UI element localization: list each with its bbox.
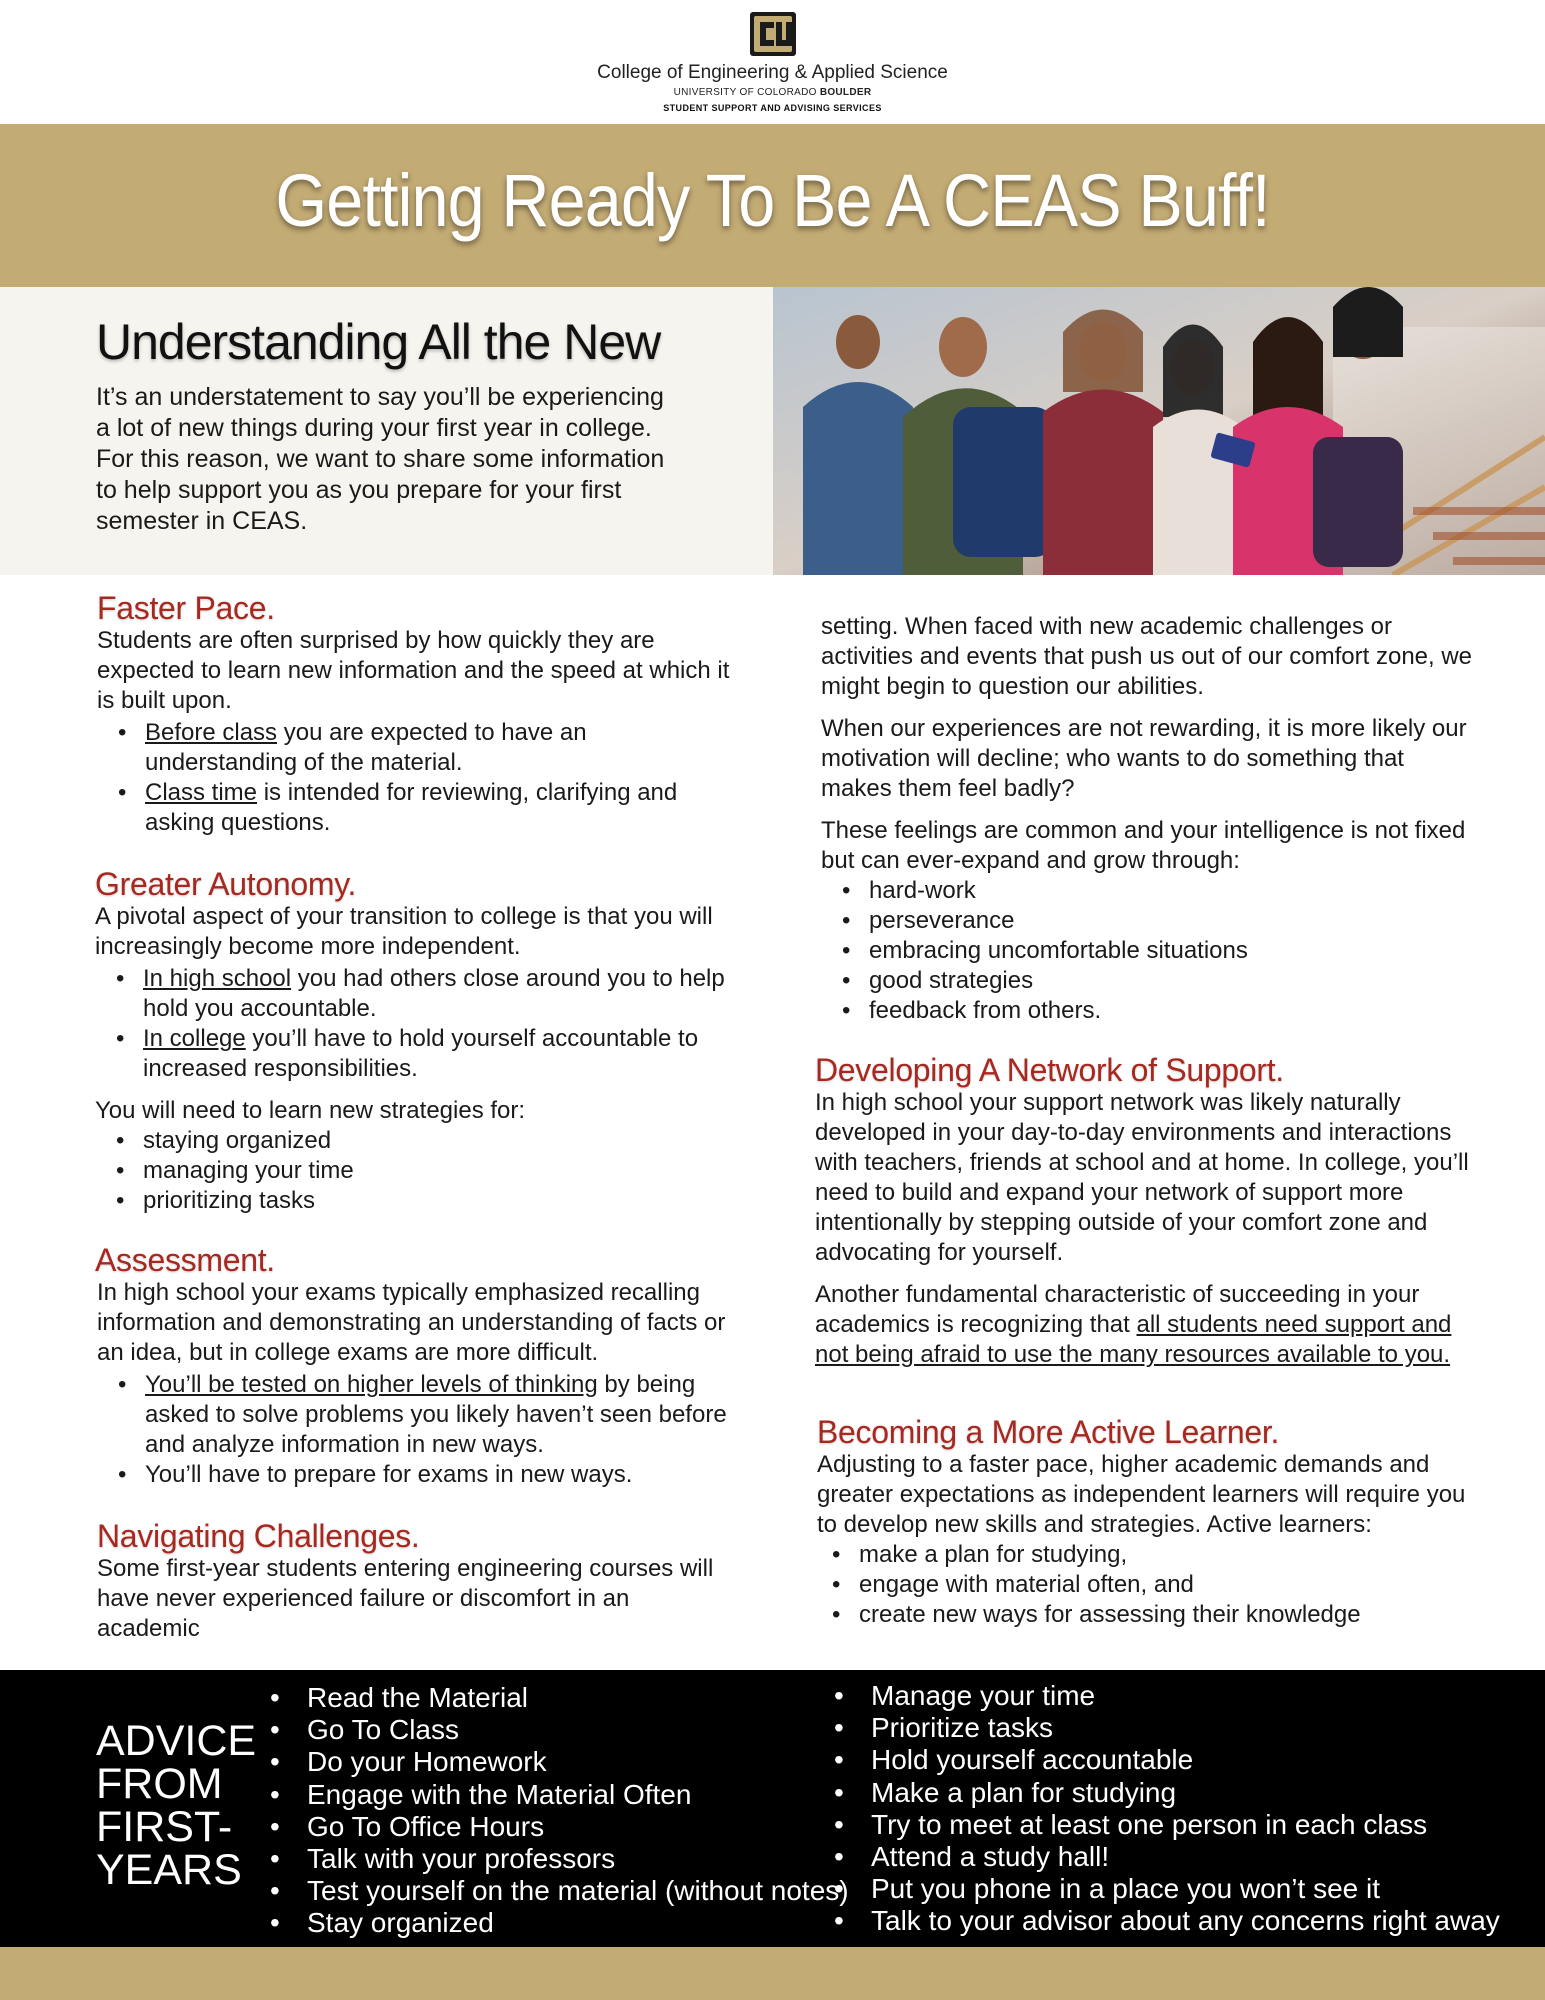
cu-logo-icon xyxy=(748,10,798,58)
intro-section xyxy=(0,287,773,575)
right-column xyxy=(815,612,1475,1642)
advice-item: • Manage your time xyxy=(871,1680,1500,1712)
active-p1: Adjusting to a faster pace, higher academic demands and greater expectations as independent learners will require you to develop new skills and strategies. Active learners: xyxy=(817,1451,1466,1538)
list-item: • You’ll be tested on higher levels of thinking by being asked to solve problems you likely haven’t seen before and analyze information in new ways. xyxy=(145,1370,737,1460)
advice-item: • Read the Material xyxy=(307,1682,849,1714)
department-name: STUDENT SUPPORT AND ADVISING SERVICES xyxy=(663,103,882,113)
advice-item: • Engage with the Material Often xyxy=(307,1779,849,1811)
list-item: • good strategies xyxy=(869,966,1475,996)
assessment-body: In high school your exams typically emphasized recalling information and demonstrating an understanding of facts or an idea, but in college exams are more difficult. xyxy=(97,1279,726,1366)
advice-list-left xyxy=(307,1682,849,1940)
left-column xyxy=(97,590,737,1656)
network-heading: Developing A Network of Support. xyxy=(815,1052,1284,1088)
university-name: UNIVERSITY OF COLORADO BOULDER xyxy=(673,87,872,98)
list-item: • managing your time xyxy=(143,1156,737,1186)
advice-item: • Make a plan for studying xyxy=(871,1777,1500,1809)
list-item: • embracing uncomfortable situations xyxy=(869,936,1475,966)
advice-item: • Do your Homework xyxy=(307,1746,849,1778)
page-title: Getting Ready To Be A CEAS Buff! xyxy=(275,159,1270,242)
list-item: • In college you’ll have to hold yourself accountable to increased responsibilities. xyxy=(143,1024,737,1084)
faster-pace-list xyxy=(97,718,737,838)
list-item: • Class time is intended for reviewing, clarifying and asking questions. xyxy=(145,778,737,838)
list-item: • create new ways for assessing their knowledge xyxy=(859,1600,1475,1630)
advice-item: • Talk to your advisor about any concerns right away xyxy=(871,1905,1500,1937)
network-p1: In high school your support network was likely naturally developed in your day-to-day environments and interactions with teachers, friends at school and at home. In college, you’ll need to build and expand your network of support more intentionally by stepping outside of your comfort zone and advocating for yourself. xyxy=(815,1089,1469,1266)
advice-item: • Go To Office Hours xyxy=(307,1811,849,1843)
challenges-p3: These feelings are common and your intelligence is not fixed but can ever-expand and grow through: xyxy=(821,817,1466,874)
college-name: College of Engineering & Applied Science xyxy=(597,62,948,83)
strategies-intro: You will need to learn new strategies for: xyxy=(95,1097,526,1124)
autonomy-body: A pivotal aspect of your transition to college is that you will increasingly become more independent. xyxy=(95,903,713,960)
advice-section xyxy=(0,1670,1545,1947)
footer-band xyxy=(0,1947,1545,2000)
list-item: • feedback from others. xyxy=(869,996,1475,1026)
advice-item: • Put you phone in a place you won’t see it xyxy=(871,1873,1500,1905)
list-item: • You’ll have to prepare for exams in new ways. xyxy=(145,1460,737,1490)
advice-item: • Try to meet at least one person in each class xyxy=(871,1809,1500,1841)
autonomy-list xyxy=(95,964,737,1084)
advice-title: ADVICE FROM FIRST-YEARS xyxy=(96,1717,257,1894)
challenges-heading: Navigating Challenges. xyxy=(97,1518,420,1554)
list-item: • engage with material often, and xyxy=(859,1570,1475,1600)
network-p2: Another fundamental characteristic of succeeding in your academics is recognizing that all students need support and not being afraid to use the many resources available to you. xyxy=(815,1281,1452,1368)
list-item: • prioritizing tasks xyxy=(143,1186,737,1216)
advice-item: • Talk with your professors xyxy=(307,1843,849,1875)
list-item: • make a plan for studying, xyxy=(859,1540,1475,1570)
assessment-list xyxy=(97,1370,737,1490)
intro-body: It’s an understatement to say you’ll be experiencing a lot of new things during your first year in college. For this reason, we want to share some information to help support you as you prepare for your first semester in CEAS. xyxy=(96,383,665,535)
strategies-list xyxy=(95,1126,737,1216)
advice-item: • Stay organized xyxy=(307,1907,849,1939)
advice-item: • Go To Class xyxy=(307,1714,849,1746)
intro-heading: Understanding All the New xyxy=(96,314,661,370)
autonomy-heading: Greater Autonomy. xyxy=(95,866,357,902)
active-list xyxy=(811,1540,1475,1630)
challenges-body-cont: setting. When faced with new academic challenges or activities and events that push us out of our comfort zone, we might begin to question our abilities. xyxy=(821,613,1473,700)
faster-pace-body: Students are often surprised by how quickly they are expected to learn new information and the speed at which it is built upon. xyxy=(97,627,730,714)
advice-item: • Attend a study hall! xyxy=(871,1841,1500,1873)
title-band xyxy=(0,124,1545,287)
list-item: • In high school you had others close around you to help hold you accountable. xyxy=(143,964,737,1024)
page-header xyxy=(0,0,1545,124)
advice-list-right xyxy=(871,1680,1500,1938)
advice-item: • Test yourself on the material (without notes) xyxy=(307,1875,849,1907)
list-item: • staying organized xyxy=(143,1126,737,1156)
advice-item: • Prioritize tasks xyxy=(871,1712,1500,1744)
advice-item: • Hold yourself accountable xyxy=(871,1744,1500,1776)
students-photo xyxy=(773,287,1545,575)
growth-list xyxy=(821,876,1475,1026)
challenges-body-start: Some first-year students entering engineering courses will have never experienced failure or discomfort in an academic xyxy=(97,1555,714,1642)
list-item: • Before class you are expected to have an understanding of the material. xyxy=(145,718,737,778)
faster-pace-heading: Faster Pace. xyxy=(97,590,275,626)
list-item: • perseverance xyxy=(869,906,1475,936)
assessment-heading: Assessment. xyxy=(95,1242,275,1278)
active-heading: Becoming a More Active Learner. xyxy=(817,1414,1280,1450)
list-item: • hard-work xyxy=(869,876,1475,906)
challenges-p2: When our experiences are not rewarding, it is more likely our motivation will decline; who wants to do something that makes them feel badly? xyxy=(821,715,1467,802)
